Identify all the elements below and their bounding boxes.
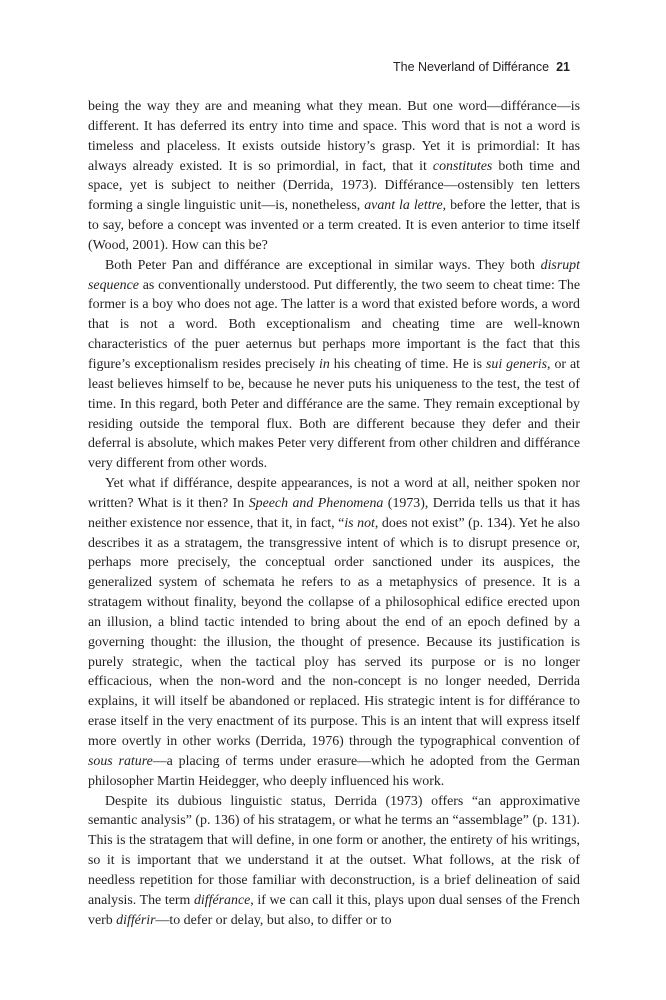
italic-text: sous rature <box>88 753 153 769</box>
text-segment: Yet what if différance, despite appearances, is not a word at all, neither spoken nor written? What is it then? In <box>88 476 580 511</box>
page-number: 21 <box>556 60 570 74</box>
text-segment: Despite its dubious linguistic status, Derrida (1973) offers “an approximative semantic analysis” (p. 136) of his stratagem, or what he terms an “assemblage” (p. 131). This is the stratagem that will define, in one form or another, the entirety of his writings, so it is important that we understand it at the outset. What follows, at the risk of needless repetition for those familiar with deconstruction, is a brief delineation of said analysis. The term <box>88 793 580 908</box>
paragraph <box>88 256 580 474</box>
text-segment: being the way they are and meaning what they mean. But one word—différance—is different. It has deferred its entry into time and space. This word that is not a word is timeless and placeless. It exists outside history’s grasp. Yet it is primordial: It has always already existed. It is so primordial, in fact, that it <box>88 99 580 174</box>
text-segment: (1973), Derrida tells us that it has neither existence nor essence, that it, in fact, “ <box>88 495 581 531</box>
italic-text: sui generis <box>485 356 548 372</box>
italic-text: différir <box>116 912 156 928</box>
text-segment: —to defer or delay, but also, to differ or to <box>155 912 392 928</box>
italic-text: in <box>319 356 330 372</box>
italic-text: disrupt sequence <box>88 257 580 293</box>
text-segment: , or at least believes himself to be, because he never puts his uniqueness to the test, the test of time. In this regard, both Peter and différance are the same. They remain exceptional by residing outside the temporal flux. Both are different because they defer and their deferral is absolute, which makes Peter very different from other children and différance very different from other words. <box>88 356 581 472</box>
text-segment: —a placing of terms under erasure—which he adopted from the German philosopher Martin Heidegger, who deeply influenced his work. <box>88 753 580 789</box>
paragraph <box>88 792 580 931</box>
italic-text: constitutes <box>432 158 493 174</box>
italic-text: différance <box>193 892 251 908</box>
running-head-title: The Neverland of Différance <box>392 60 550 74</box>
text-segment: his cheating of time. He is <box>329 356 486 372</box>
text-segment: , if we can call it this, plays upon dual senses of the French verb <box>88 892 580 928</box>
italic-text: Speech and Phenomena <box>248 495 384 511</box>
italic-text: avant la lettre <box>364 198 443 214</box>
body-text <box>88 97 580 930</box>
paragraph <box>88 474 580 792</box>
text-segment: , does not exist” (p. 134). Yet he also describes it as a stratagem, the transgressive intent of which is to disrupt presence or, perhaps more precisely, the conceptual order sanctioned under its auspices, the generalized system of schemata he refers to as a metaphysics of presence. It is a stratagem without finality, beyond the collapse of a philosophical edifice erected upon an illusion, a blind tactic intended to bring about the end of an epoch defined by a governing thought: the illusion, the thought of presence. Because its justification is purely strategic, when the tactical ploy has served its purpose or is no longer efficacious, when the non-word and the non-concept is no longer needed, Derrida explains, it will itself be abandoned or replaced. His strategic intent is for différance to erase itself in the very enactment of its purpose. This is an intent that will express itself more overtly in other works (Derrida, 1976) through the typographical convention of <box>88 515 580 749</box>
italic-text: is not <box>344 515 375 531</box>
paragraph <box>88 97 580 256</box>
text-segment: Both Peter Pan and différance are exceptional in similar ways. They both <box>105 257 541 273</box>
text-segment: both time and space, yet is subject to neither (Derrida, 1973). Différance—ostensibly ten letters forming a single linguistic unit—is, nonetheless, <box>88 158 581 214</box>
text-segment: , before the letter, that is to say, before a concept was invented or a term created. It is even anterior to time itself (Wood, 2001). How can this be? <box>88 198 580 253</box>
running-head <box>393 60 570 74</box>
text-segment: as conventionally understood. Put differently, the two seem to cheat time: The former is a boy who does not age. The latter is a word that existed before words, a word that is not a word. Both exceptionalism and cheating time are well-known characteristics of the puer aeternus but perhaps more important is the fact that this figure’s exceptionalism resides precisely <box>88 277 580 372</box>
